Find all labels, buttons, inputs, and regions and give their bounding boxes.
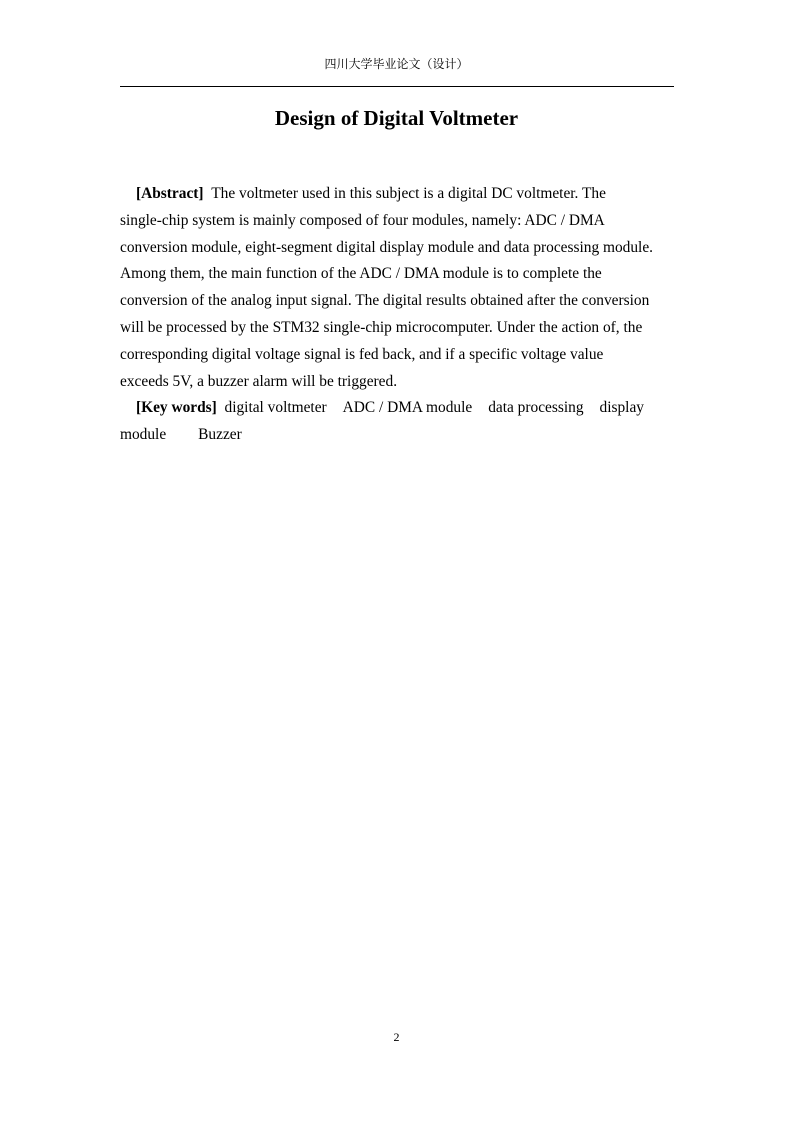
abstract-line-3: conversion module, eight-segment digital display module and data processing module.	[120, 238, 653, 256]
header-rule	[120, 86, 674, 87]
keyword-item: module	[120, 426, 167, 444]
keywords-line-1	[120, 395, 680, 422]
page-number: 2	[393, 1030, 400, 1044]
abstract-label: [Abstract]	[136, 185, 204, 202]
keyword-item: Buzzer	[198, 426, 242, 444]
abstract-line-2: single-chip system is mainly composed of four modules, namely: ADC / DMA	[120, 211, 605, 229]
keyword-item: digital voltmeter	[224, 399, 327, 417]
keyword-item: data processing	[488, 399, 584, 417]
keywords-label: [Key words]	[136, 399, 217, 417]
abstract-line-1	[120, 181, 680, 208]
abstract-line-6: will be processed by the STM32 single-chip microcomputer. Under the action of, the	[120, 318, 643, 336]
abstract-line-8: exceeds 5V, a buzzer alarm will be triggered.	[120, 372, 398, 390]
abstract-line-5: conversion of the analog input signal. The digital results obtained after the conversion	[120, 292, 650, 310]
paper-title: Design of Digital Voltmeter	[274, 106, 519, 130]
keyword-item: ADC / DMA module	[342, 399, 473, 417]
keyword-item: display	[599, 399, 644, 417]
abstract-section	[120, 181, 680, 449]
running-header: 四川大学毕业论文（设计）	[324, 57, 469, 71]
keywords-line-2	[120, 422, 680, 449]
abstract-line-7: corresponding digital voltage signal is fed back, and if a specific voltage value	[120, 345, 604, 363]
abstract-line-4: Among them, the main function of the ADC / DMA module is to complete the	[120, 265, 602, 283]
abstract-text-1: The voltmeter used in this subject is a digital DC voltmeter. The	[211, 185, 606, 202]
